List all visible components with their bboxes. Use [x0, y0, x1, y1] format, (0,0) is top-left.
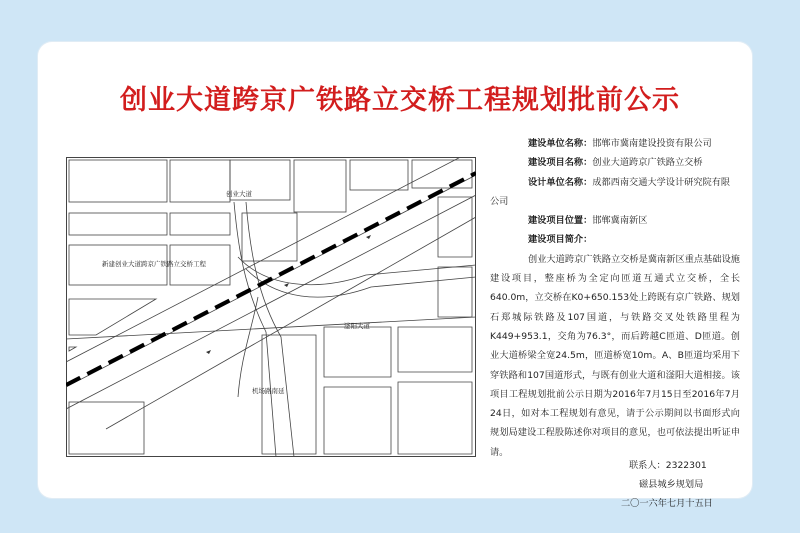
- arrow-mark: [366, 235, 371, 239]
- notice-title: 创业大道跨京广铁路立交桥工程规划批前公示: [120, 85, 680, 116]
- arrow-mark: [206, 350, 211, 354]
- map-block: [412, 160, 472, 188]
- ramp-road: [246, 202, 294, 457]
- design-value-cont: 公司: [490, 195, 509, 207]
- label-chuangye-road: 创业大道: [226, 190, 252, 198]
- project-label: 建设项目名称：: [528, 157, 593, 169]
- fuyang-avenue: [66, 317, 476, 339]
- map-block: [170, 160, 230, 202]
- map-block: [69, 347, 76, 351]
- highway-107-edge: [106, 217, 476, 429]
- ramp-road: [238, 297, 258, 397]
- railway-line: [66, 173, 476, 385]
- site-plan-map: [66, 157, 476, 457]
- design-value: 成都西南交通大学设计研究院有限: [592, 176, 731, 188]
- label-airport-road: 机场路南延: [252, 387, 285, 395]
- map-block: [398, 327, 472, 372]
- map-block: [170, 213, 230, 235]
- map-block: [350, 160, 408, 190]
- intro-text: 创业大道跨京广铁路立交桥是冀南新区重点基础设施建设项目，整座桥为全定向匝道互通式立交桥，全长640.0m，立交桥在K0+650.153处上跨既有京广铁路、规划石郑城际铁路及107国道，与铁路交叉处铁路里程为K449+953.1，交角为76.3°，而后跨越C匝道、D匝道。创业大道桥梁全宽24.5m，匝道桥宽10m。A、B匝道均采用下穿铁路和107国道形式，与既有创业大道和滏阳大道相接。该项目工程规划批前公示日期为2016年7月15日至2016年7月24日，如对本工程规划有意见，请于公示期间以书面形式向规划局建设工程股陈述你对项目的意见，也可依法提出听证申请。: [490, 253, 740, 458]
- info-intro-row: [490, 230, 740, 249]
- label-fuyang-road: 滏阳大道: [344, 322, 370, 330]
- arrow-mark: [284, 283, 289, 287]
- info-location-row: [490, 211, 740, 230]
- info-unit-row: [490, 134, 740, 153]
- railway-edge-south: [66, 195, 476, 409]
- map-block: [324, 387, 391, 454]
- location-label: 建设项目位置：: [528, 215, 593, 227]
- design-label: 设计单位名称：: [528, 176, 593, 188]
- issue-date: 二〇一六年七月十五日: [621, 498, 713, 509]
- map-block: [69, 299, 156, 335]
- map-block: [398, 382, 472, 454]
- map-block: [294, 160, 346, 212]
- location-value: 邯郸冀南新区: [592, 215, 648, 227]
- map-block: [69, 402, 144, 454]
- contact-line: 联系人：2322301: [629, 460, 707, 471]
- info-design-row: [490, 173, 740, 192]
- map-block: [69, 213, 167, 235]
- project-value: 创业大道跨京广铁路立交桥: [592, 157, 703, 169]
- map-block: [324, 327, 391, 377]
- project-info: [490, 134, 740, 462]
- intro-label: 建设项目简介：: [528, 234, 593, 246]
- unit-label: 建设单位名称：: [528, 138, 593, 149]
- unit-value: 邯郸市冀南建设投资有限公司: [592, 138, 712, 149]
- info-project-row: [490, 153, 740, 172]
- label-bridge-project: 新建创业大道跨京广铁路立交桥工程: [102, 260, 206, 268]
- issuing-org: 磁县城乡规划局: [639, 479, 704, 490]
- map-block: [438, 267, 472, 317]
- map-block: [242, 213, 297, 261]
- map-block: [69, 160, 167, 202]
